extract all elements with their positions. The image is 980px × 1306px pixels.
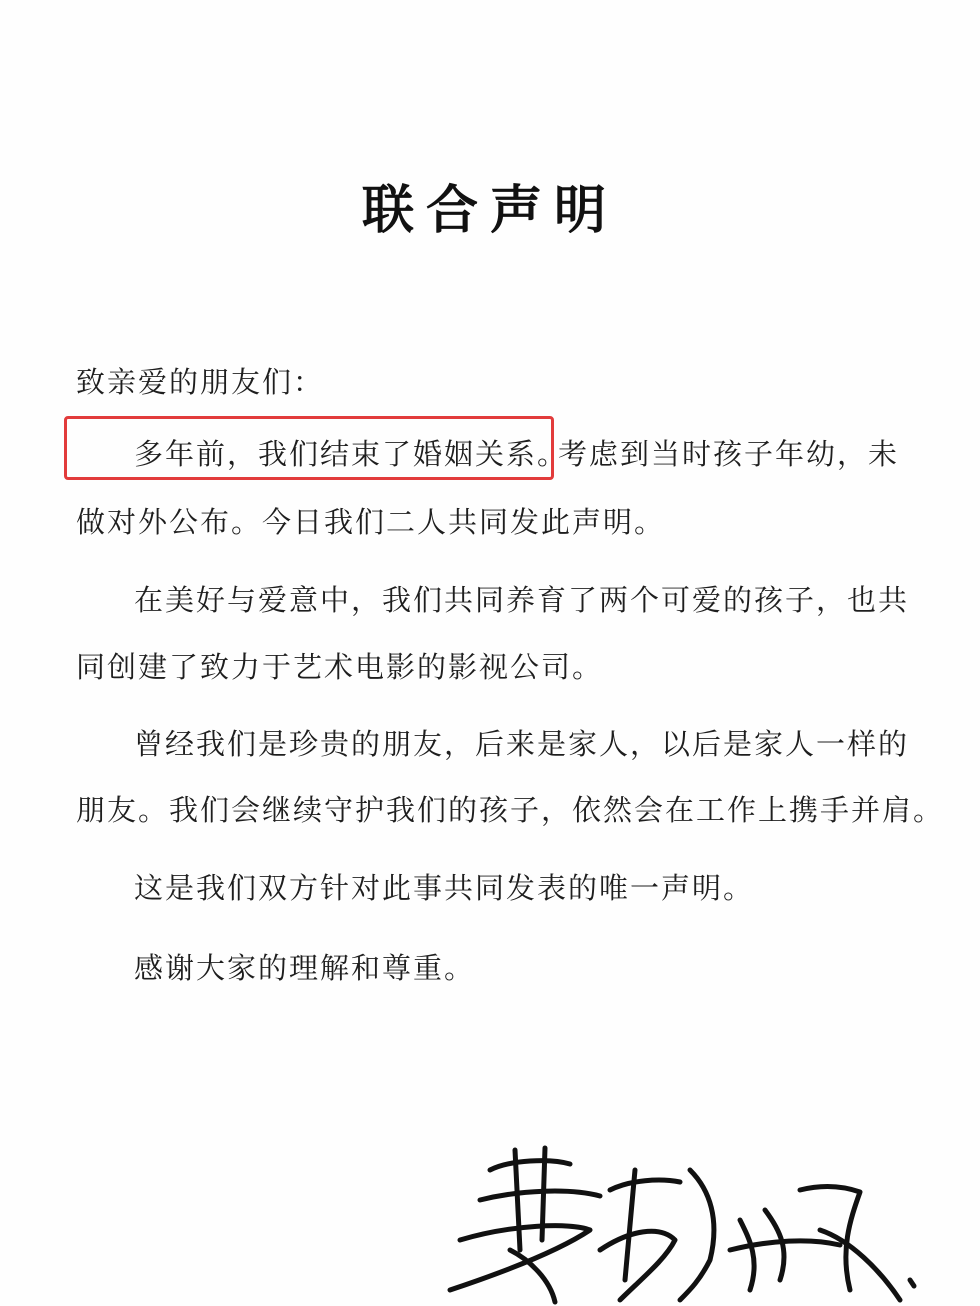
paragraph-3-line-1: 曾经我们是珍贵的朋友，后来是家人，以后是家人一样的 [134,727,910,761]
salutation: 致亲爱的朋友们： [76,365,325,399]
highlighted-text: 多年前，我们结束了婚姻关系。 [134,437,569,471]
paragraph-1-line-1-rest: 考虑到当时孩子年幼，未 [558,437,900,471]
paragraph-1-line-2: 做对外公布。今日我们二人共同发此声明。 [76,505,666,539]
paragraph-2-line-2: 同创建了致力于艺术电影的影视公司。 [76,650,604,684]
paragraph-4-line-1: 这是我们双方针对此事共同发表的唯一声明。 [134,871,755,905]
paragraph-2-line-1: 在美好与爱意中，我们共同养育了两个可爱的孩子，也共 [134,583,910,617]
paragraph-5-line-1: 感谢大家的理解和尊重。 [134,951,476,985]
handwritten-signatures-icon [420,1130,940,1306]
paragraph-3-line-2: 朋友。我们会继续守护我们的孩子，依然会在工作上携手并肩。 [76,793,945,827]
document-title: 联合声明 [361,181,618,241]
